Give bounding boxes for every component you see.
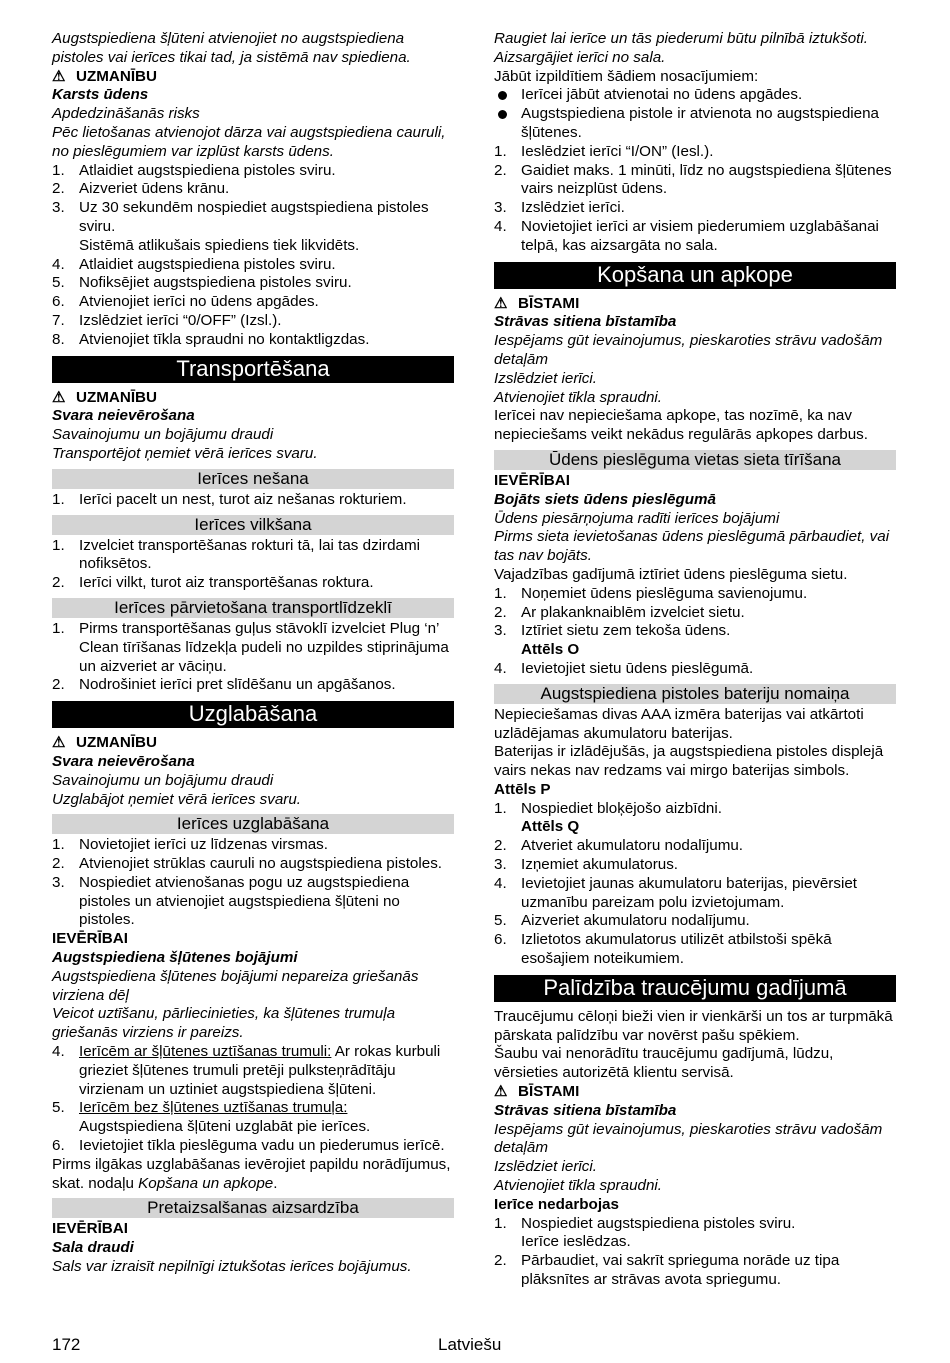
- warning-text: Uzglabājot ņemiet vērā ierīces svaru.: [52, 790, 302, 808]
- warning-triangle-icon: ⚠: [52, 388, 66, 406]
- list-item: 2. Aizveriet ūdens krānu.: [52, 180, 230, 198]
- warning-title: Svara neievērošana: [52, 407, 195, 425]
- list-item: 4. Novietojiet ierīci ar visiem piederumiem uzglabāšanai telpā, kas aizsargāta no sala.: [494, 217, 879, 254]
- steps-list: [494, 585, 896, 641]
- conditions-list: [494, 86, 896, 142]
- warning-risk: Savainojumu un bojājumu draudi: [52, 426, 274, 444]
- warning-triangle-icon: ⚠: [494, 294, 508, 312]
- sieve-intro: Vajadzības gadījumā iztīriet ūdens pieslēguma sietu.: [494, 565, 848, 583]
- conditions-intro: Jābūt izpildītiem šādiem nosacījumiem:: [494, 67, 759, 85]
- trouble-subheading: Ierīce nedarbojas: [494, 1195, 619, 1213]
- list-item: 7. Izslēdziet ierīci “0/OFF” (Izsl.).: [52, 311, 282, 329]
- list-item: 3. Iztīriet sietu zem tekoša ūdens.: [494, 622, 731, 640]
- notice-title: Bojāts siets ūdens pieslēgumā: [494, 490, 716, 508]
- trouble-text: Šaubu vai nenorādītu traucējumu gadījumā, lūdzu, vērsieties autorizētā klientu servisā.: [494, 1045, 834, 1082]
- list-item: 2. Ierīci vilkt, turot aiz transportēšanas roktura.: [52, 574, 374, 592]
- figure-reference: Attēls P: [494, 780, 551, 798]
- list-item: 2. Nodrošiniet ierīci pret slīdēšanu un apgāšanos.: [52, 676, 396, 694]
- danger-title: Strāvas sitiena bīstamība: [494, 313, 677, 331]
- danger-text: Atvienojiet tīkla spraudni.: [494, 388, 662, 406]
- steps-list: [494, 837, 896, 969]
- storage-note: Pirms ilgākas uzglabāšanas ievērojiet papildu norādījumus, skat. nodaļu Kopšana un apkope.: [52, 1155, 451, 1192]
- left-column: [52, 30, 454, 1277]
- frost-text: Aizsargājiet ierīci no sala.: [494, 48, 666, 66]
- figure-reference: Attēls Q: [521, 818, 580, 836]
- list-item: 4. Ievietojiet jaunas akumulatoru baterijas, pievērsiet uzmanību pareizam polu izvietojumam.: [494, 874, 857, 911]
- list-item: 2. Atvienojiet strūklas cauruli no augstspiediena pistoles.: [52, 855, 443, 873]
- subheading-store-device: Ierīces uzglabāšana: [52, 814, 454, 834]
- subheading-carry: Ierīces nešana: [52, 469, 454, 489]
- list-item: 6. Izlietotos akumulatorus utilizēt atbilstoši spēkā esošajiem noteikumiem.: [494, 931, 832, 968]
- list-item: 2. Gaidiet maks. 1 minūti, līdz no augstspiediena šļūtenes vairs neizplūst ūdens.: [494, 161, 892, 198]
- list-item: 1. Pirms transportēšanas guļus stāvoklī izvelciet Plug ‘n’ Clean tīrīšanas līdzekļa pudeli no uzpildes stiprinājuma un aizveriet ar vāciņu.: [52, 619, 449, 675]
- steps-list: [52, 537, 454, 593]
- list-item: 3. Uz 30 sekundēm nospiediet augstspiediena pistoles sviru. Sistēmā atlikušais spiediens tiek likvidēts.: [52, 199, 429, 254]
- list-item: 1. Ierīci pacelt un nest, turot aiz nešanas rokturiem.: [52, 490, 407, 508]
- list-item: 2. Atveriet akumulatoru nodalījumu.: [494, 837, 744, 855]
- list-item: 2. Pārbaudiet, vai sakrīt sprieguma norāde uz tipa plāksnītes ar strāvas avota spriegumu.: [494, 1252, 840, 1289]
- notice-text: Veicot uztīšanu, pārliecinieties, ka šļūtenes trumuļa griešanās virziens ir pareizs.: [52, 1005, 396, 1042]
- heading-troubleshooting: Palīdzība traucējumu gadījumā: [494, 975, 896, 1002]
- battery-text: Baterijas ir izlādējušās, ja augstspiediena pistoles displejā vairs nekas nav redzams vai mirgo baterijas simbols.: [494, 743, 884, 780]
- steps-list: [52, 491, 454, 510]
- heading-care: Kopšana un apkope: [494, 262, 896, 289]
- notice-title: Sala draudi: [52, 1239, 134, 1257]
- list-item: 1. Atlaidiet augstspiediena pistoles sviru.: [52, 161, 336, 179]
- notice-label: IEVĒRĪBAI: [494, 471, 570, 489]
- list-item: Ierīcei jābūt atvienotai no ūdens apgādes.: [494, 86, 896, 105]
- list-item: 3. Izņemiet akumulatorus.: [494, 856, 679, 874]
- warning-triangle-icon: ⚠: [52, 734, 66, 752]
- list-item: 8. Atvienojiet tīkla spraudni no kontaktligzdas.: [52, 330, 370, 348]
- subheading-frost: Pretaizsalšanas aizsardzība: [52, 1198, 454, 1218]
- list-item: 3. Nospiediet atvienošanas pogu uz augstspiediena pistoles un atvienojiet augstspiediena šļūteni no pistoles.: [52, 873, 410, 929]
- list-item: Augstspiediena pistole ir atvienota no augstspiediena šļūtenes.: [494, 105, 896, 143]
- notice-risk: Ūdens piesārņojuma radīti ierīces bojājumi: [494, 509, 780, 527]
- list-item: 1. Nospiediet augstspiediena pistoles sviru. Ierīce ieslēdzas.: [494, 1214, 796, 1251]
- care-text: Ierīcei nav nepieciešama apkope, tas nozīmē, ka nav nepieciešams veikt nekādus regulārās apkopes darbus.: [494, 407, 868, 444]
- warning-text: Transportējot ņemiet vērā ierīces svaru.: [52, 444, 318, 462]
- trouble-text: Traucējumu cēloņi bieži vien ir vienkārši un tos ar turpmākā pārskata palīdzību var novērst pašu spēkiem.: [494, 1007, 893, 1044]
- danger-header: ⚠ BĪSTAMI: [494, 294, 580, 312]
- list-item: 1. Noņemiet ūdens pieslēguma savienojumu.: [494, 584, 808, 602]
- steps-list: [52, 162, 454, 350]
- warning-header: ⚠ UZMANĪBU: [52, 734, 157, 752]
- danger-header: ⚠ BĪSTAMI: [494, 1083, 580, 1101]
- list-item: 3. Izslēdziet ierīci.: [494, 199, 625, 217]
- page-number: 172: [52, 1335, 81, 1354]
- subheading-pull: Ierīces vilkšana: [52, 515, 454, 535]
- subheading-vehicle: Ierīces pārvietošana transportlīdzeklī: [52, 598, 454, 618]
- list-item: 1. Nospiediet bloķējošo aizbīdni.: [494, 799, 722, 817]
- notice-label: IEVĒRĪBAI: [52, 930, 128, 948]
- subheading-sieve: Ūdens pieslēguma vietas sieta tīrīšana: [494, 450, 896, 470]
- list-item: 4. Ievietojiet sietu ūdens pieslēgumā.: [494, 659, 754, 677]
- danger-title: Strāvas sitiena bīstamība: [494, 1101, 677, 1119]
- list-item: 1. Ieslēdziet ierīci “I/ON” (Iesl.).: [494, 142, 714, 160]
- warning-header: ⚠ UZMANĪBU: [52, 388, 157, 406]
- list-item: 5. Aizveriet akumulatoru nodalījumu.: [494, 912, 750, 930]
- warning-header: [52, 68, 454, 87]
- list-item: 2. Ar plakanknaiblēm izvelciet sietu.: [494, 603, 745, 621]
- warning-risk: Savainojumu un bojājumu draudi: [52, 771, 274, 789]
- warning-text: Pēc lietošanas atvienojot dārza vai augstspiediena cauruli, no pieslēgumiem var izplūst karsts ūdens.: [52, 123, 446, 160]
- subheading-battery: Augstspiediena pistoles bateriju nomaiņa: [494, 684, 896, 704]
- steps-list: [494, 1215, 896, 1290]
- list-item: 5. Ierīcēm bez šļūtenes uztīšanas trumuļa: Augstspiediena šļūteni uzglabāt pie ierīces.: [52, 1099, 371, 1136]
- notice-title: Augstspiediena šļūtenes bojājumi: [52, 949, 298, 967]
- warning-risk: Apdedzināšanās risks: [52, 105, 200, 123]
- figure-reference: Attēls O: [521, 641, 580, 659]
- list-item: 6. Ievietojiet tīkla pieslēguma vadu un piederumus ierīcē.: [52, 1137, 445, 1155]
- warning-title: Karsts ūdens: [52, 86, 149, 104]
- notice-risk: Augstspiediena šļūtenes bojājumi nepareiza griešanās virziena dēļ: [52, 967, 419, 1004]
- warning-triangle-icon: ⚠: [52, 67, 66, 85]
- bullet-icon: [498, 91, 507, 100]
- steps-list: [52, 1043, 454, 1156]
- steps-list: [52, 620, 454, 695]
- notice-text: Sals var izraisīt nepilnīgi iztukšotas ierīces bojājumus.: [52, 1258, 412, 1276]
- list-item: 1. Novietojiet ierīci uz līdzenas virsmas.: [52, 836, 328, 854]
- steps-list: [52, 836, 454, 930]
- battery-text: Nepieciešamas divas AAA izmēra baterijas vai atkārtoti uzlādējamas akumulatoru baterijas.: [494, 705, 864, 742]
- heading-storage: Uzglabāšana: [52, 701, 454, 728]
- list-item: 1. Izvelciet transportēšanas rokturi tā, lai tas dzirdami nofiksētos.: [52, 536, 421, 573]
- danger-risk: Iespējams gūt ievainojumus, pieskaroties strāvu vadošām detaļām: [494, 1120, 883, 1157]
- notice-label: IEVĒRĪBAI: [52, 1220, 128, 1238]
- notice-text: Pirms sieta ievietošanas ūdens pieslēgumā pārbaudiet, vai tas nav bojāts.: [494, 528, 890, 565]
- warning-label: UZMANĪBU: [76, 67, 157, 85]
- right-column: [494, 30, 896, 1290]
- list-item: 4. Ierīcēm ar šļūtenes uztīšanas trumuli: Ar rokas kurbuli grieziet šļūtenes trumuli pretēji pulksteņrādītāju virzienam un uztiniet augstspiediena šļūteni.: [52, 1043, 441, 1098]
- danger-text: Izslēdziet ierīci.: [494, 369, 597, 387]
- steps-list: [494, 800, 896, 819]
- danger-text: Atvienojiet tīkla spraudni.: [494, 1177, 662, 1195]
- steps-list: [494, 660, 896, 679]
- list-item: 6. Atvienojiet ierīci no ūdens apgādes.: [52, 293, 319, 311]
- intro-text: Augstspiediena šļūteni atvienojiet no augstspiediena pistoles vai ierīces tikai tad, ja sistēmā nav spiediena.: [52, 30, 411, 66]
- danger-risk: Iespējams gūt ievainojumus, pieskaroties strāvu vadošām detaļām: [494, 332, 883, 368]
- bullet-icon: [498, 110, 507, 119]
- list-item: 5. Nofiksējiet augstspiediena pistoles sviru.: [52, 274, 352, 292]
- warning-triangle-icon: ⚠: [494, 1083, 508, 1101]
- steps-list: [494, 143, 896, 256]
- heading-transport: Transportēšana: [52, 356, 454, 383]
- footer-language: Latviešu: [438, 1335, 502, 1354]
- frost-text: Raugiet lai ierīce un tās piederumi būtu pilnībā iztukšoti.: [494, 30, 868, 47]
- warning-title: Svara neievērošana: [52, 752, 195, 770]
- list-item: 4. Atlaidiet augstspiediena pistoles sviru.: [52, 255, 336, 273]
- danger-text: Izslēdziet ierīci.: [494, 1158, 597, 1176]
